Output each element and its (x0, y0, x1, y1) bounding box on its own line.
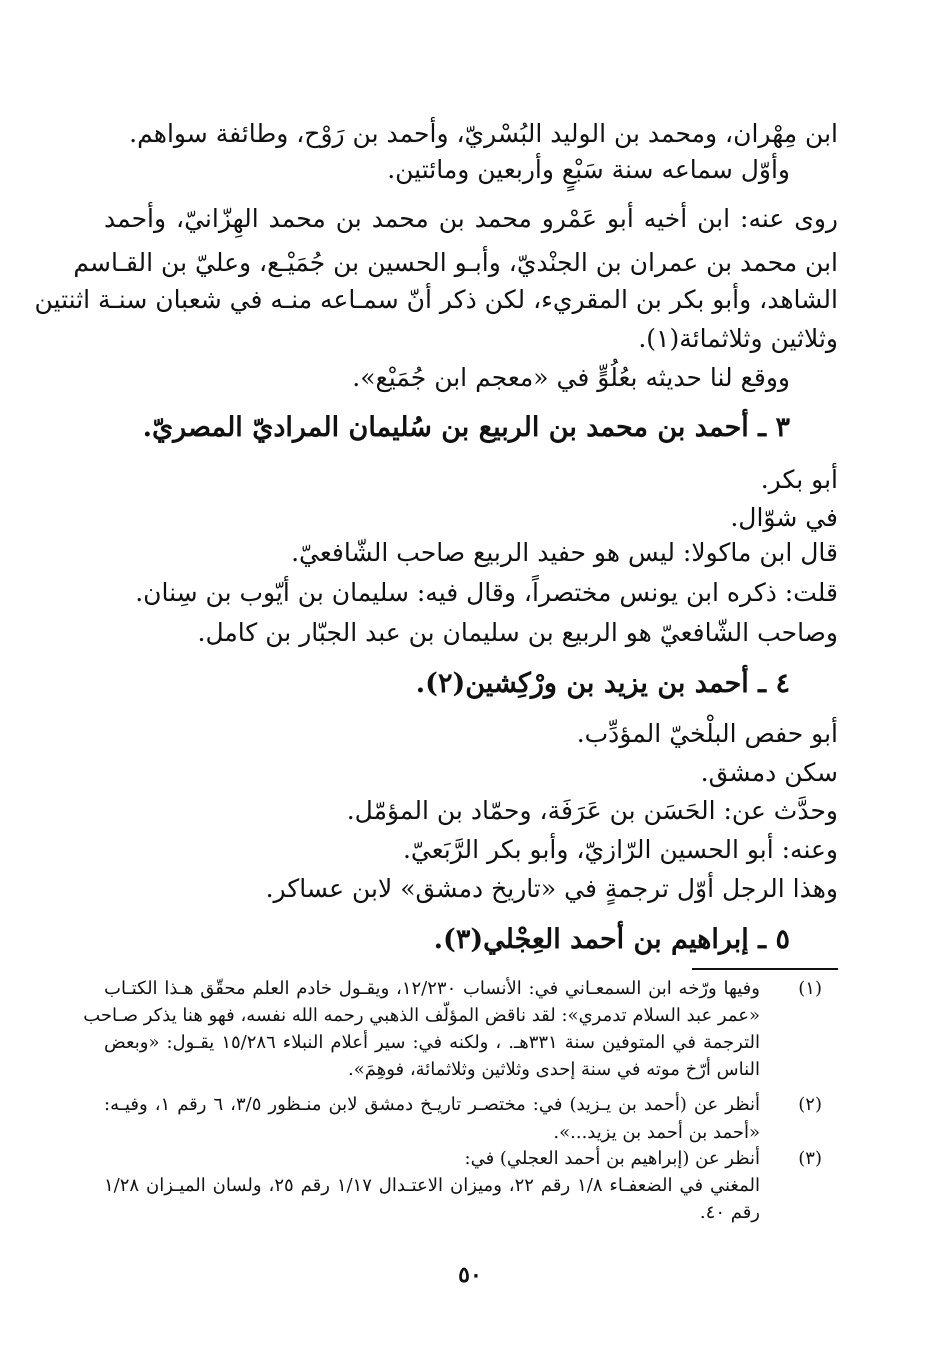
text-line: ابن مِهْران، ومحمد بن الوليد البُسْريّ، وأحمد بن رَوْح، وطائفة سواهم. (129, 119, 838, 148)
footnote-number: (٣) (798, 1148, 822, 1169)
text-line: أبو حفص البلْخيّ المؤدِّب. (576, 719, 838, 748)
text-line: وحدَّث عن: الحَسَن بن عَرَفَة، وحمّاد بن المؤمّل. (346, 796, 838, 825)
text-line: وثلاثين وثلاثمائة(١). (638, 324, 838, 353)
text-line: أبو بكر. (760, 465, 838, 494)
text-line: وصاحب الشّافعيّ هو الربيع بن سليمان بن عبد الجبّار بن كامل. (197, 618, 838, 647)
entry-heading: ٤ ـ أحمد بن يزيد بن ورْكِشين(٢). (415, 668, 790, 699)
text-line: قلت: ذكره ابن يونس مختصراً، وقال فيه: سليمان بن أيّوب بن سِنان. (135, 578, 838, 607)
text-line: وهذا الرجل أوّل ترجمةٍ في «تاريخ دمشق» لابن عساكر. (265, 874, 838, 903)
footnote-separator (692, 968, 838, 970)
text-line: في شوّال. (730, 503, 838, 532)
footnote-line: رقم ٤٠. (699, 1202, 760, 1223)
footnote-line: الناس أرّخ موته في سنة إحدى وثلاثين وثلاثمائة، فوهِمَ». (347, 1059, 760, 1080)
text-line: وأوّل سماعه سنة سَبْعٍ وأربعين ومائتين. (387, 155, 790, 184)
footnote-line: الترجمة في المتوفين سنة ٣٣١هـ. ، ولكنه في: سير أعلام النبلاء ١٥/٢٨٦ يقـول: «وبعض (104, 1032, 760, 1053)
footnote-line: «عمر عبد السلام تدمري»: لقد ناقض المؤلّف الذهبي رحمه الله نفسه، فهو هنا يذكر صـاحب (83, 1005, 760, 1026)
text-line: الشاهد، وأبو بكر بن المقريء، لكن ذكر أنّ سمـاعه منـه في شعبان سنـة اثنتين (34, 285, 838, 314)
text-line: قال ابن ماكولا: ليس هو حفيد الربيع صاحب الشّافعيّ. (291, 538, 838, 567)
entry-heading: ٥ ـ إبراهيم بن أحمد العِجْلي(٣). (433, 924, 790, 955)
footnote-line: «أحمد بن أحمد بن يزيد...». (553, 1122, 760, 1143)
text-line: ابن محمد بن عمران بن الجنْديّ، وأبـو الحسين بن جُمَيْـع، وعليّ بن القـاسم (73, 248, 838, 277)
entry-heading: ٣ ـ أحمد بن محمد بن الربيع بن سُليمان المراديّ المصريّ. (142, 412, 790, 443)
footnote-line: المغني في الضعفـاء ١/٨ رقم ٢٢، وميزان الاعتـدال ١/١٧ رقم ٢٥، ولسان الميـزان ١/٢٨ (104, 1175, 760, 1196)
text-line: روى عنه: ابن أخيه أبو عَمْرو محمد بن محمد بن محمد الهِزّانيّ، وأحمد (104, 204, 838, 233)
footnote-line: وفيها ورّخه ابن السمعـاني في: الأنساب ١٢/٢٣٠، ويقـول خادم العلم محقّق هـذا الكتـاب (104, 978, 760, 999)
text-line: وعنه: أبو الحسين الرّازيّ، وأبو بكر الرَّبَعيّ. (402, 835, 838, 864)
footnote-number: (١) (798, 978, 822, 999)
footnote-line: أنظر عن (أحمد بن يـزيد) في: مختصـر تاريـخ دمشق لابن منـظور ٣/٥، ٦ رقم ١، وفيـه: (104, 1094, 760, 1115)
text-line: سكن دمشق. (700, 758, 838, 787)
text-line: ووقع لنا حديثه بعُلُوٍّ في «معجم ابن جُمَيْع». (352, 363, 790, 392)
footnote-line: أنظر عن (إبراهيم بن أحمد العجلي) في: (464, 1148, 760, 1169)
footnote-number: (٢) (798, 1094, 822, 1115)
page-number: ٥٠ (458, 1262, 482, 1288)
